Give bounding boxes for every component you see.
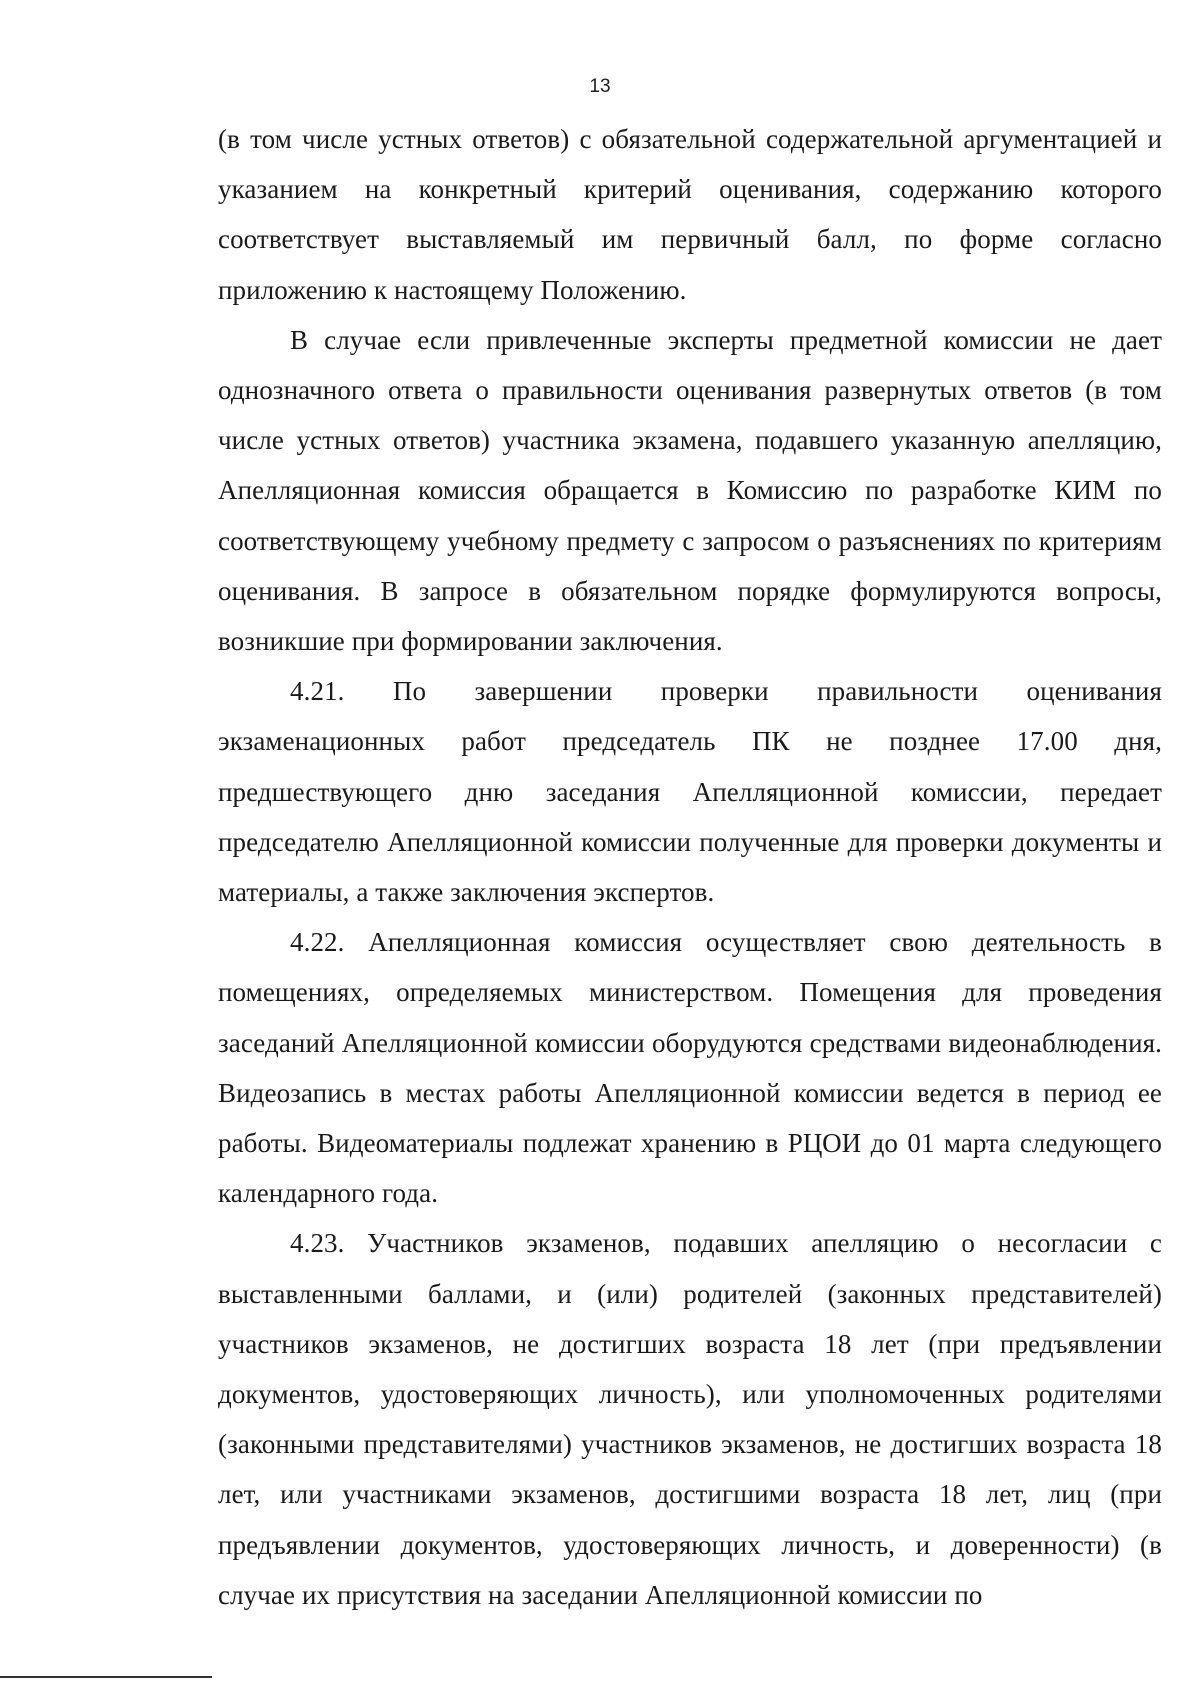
page-number: 13 — [589, 76, 611, 97]
paragraph-4-22: 4.22. Апелляционная комиссия осуществляет свою деятельность в помещениях, определяемых министерством. Помещения для проведения заседаний Апелляционной комиссии оборудуются средствами видеонаблюдения. Видеозапись в местах работы Апелляционной комиссии ведется в период ее работы. Видеоматериалы подлежат хранению в РЦОИ до 01 марта следующего календарного года. — [218, 927, 1162, 1209]
paragraph-4-21: 4.21. По завершении проверки правильности оценивания экзаменационных работ председатель ПК не позднее 17.00 дня, предшествующего дню заседания Апелляционной комиссии, передает председателю Апелляционной комиссии полученные для проверки документы и материалы, а также заключения экспертов. — [218, 676, 1162, 908]
paragraph-expert-clarification: В случае если привлеченные эксперты предметной комиссии не дает однозначного ответа о правильности оценивания развернутых ответов (в том числе устных ответов) участника экзамена, подавшего указанную апелляцию, Апелляционная комиссия обращается в Комиссию по разработке КИМ по соответствующему учебному предмету с запросом о разъяснениях по критериям оценивания. В запросе в обязательном порядке формулируются вопросы, возникшие при формировании заключения. — [218, 324, 1162, 657]
footer-divider — [0, 1676, 212, 1678]
paragraph-4-23: 4.23. Участников экзаменов, подавших апелляцию о несогласии с выставленными баллами, и (или) родителей (законных представителей) участников экзаменов, не достигших возраста 18 лет (при предъявлении документов, удостоверяющих личность), или уполномоченных родителями (законными представителями) участников экзаменов, не достигших возраста 18 лет, или участниками экзаменов, достигшими возраста 18 лет, лиц (при предъявлении документов, удостоверяющих личность, и доверенности) (в случае их присутствия на заседании Апелляционной комиссии по — [218, 1228, 1162, 1610]
paragraph-continuation: (в том числе устных ответов) с обязательной содержательной аргументацией и указанием на конкретный критерий оценивания, содержанию которого соответствует выставляемый им первичный балл, по форме согласно приложению к настоящему Положению. — [218, 124, 1162, 305]
document-body — [218, 114, 1162, 1620]
